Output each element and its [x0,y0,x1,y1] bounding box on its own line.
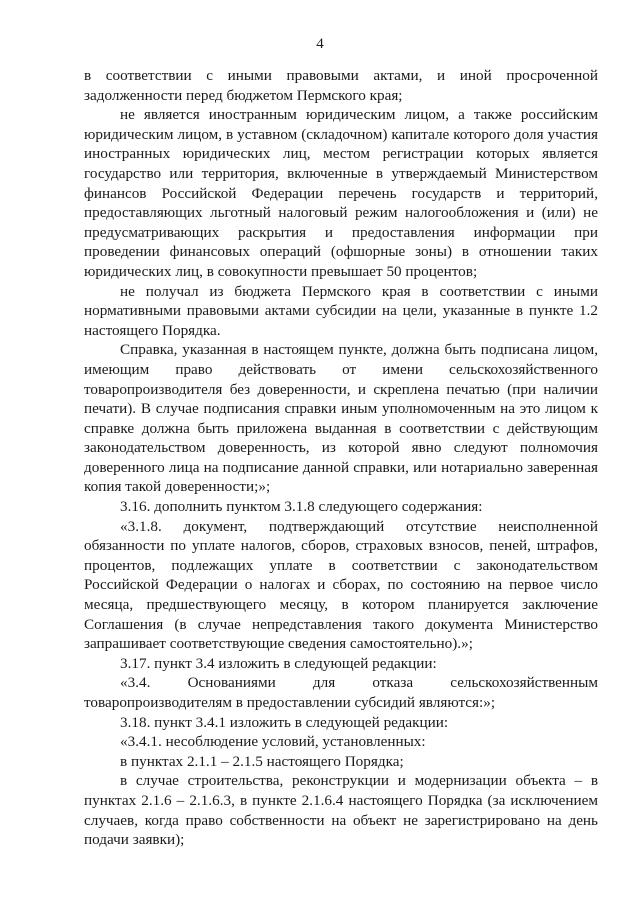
page-number: 4 [316,36,324,52]
paragraph-no-other-subsidy: не получал из бюджета Пермского края в соответствии с иными нормативными правовыми актами субсидии на цели, указанные в пункте 1.2 настоящего Порядка. [84,282,598,339]
paragraph-not-foreign-entity: не является иностранным юридическим лицом, а также российским юридическим лицом, в уставном (складочном) капитале которого доля участия иностранных юридических лиц, местом регистрации которых является государство или территория, включенные в утверждаемый Министерством финансов Российской Федерации перечень государств и территорий, предоставляющих льготный налоговый режим налогообложения и (или) не предусматривающих раскрытия и предоставления информации при проведении финансовых операций (офшорные зоны) в отношении таких юридических лиц, в совокупности превышает 50 процентов; [84,106,598,280]
paragraph-clauses-2-1-1: в пунктах 2.1.1 – 2.1.5 настоящего Порядка; [120,752,404,770]
paragraph-item-3-4-1: «3.4.1. несоблюдение условий, установленных: [120,733,426,751]
paragraph-item-3-4: «3.4. Основаниями для отказа сельскохозяйственным товаропроизводителям в предоставлении субсидий являются:»; [84,674,598,711]
paragraph-item-3-17: 3.17. пункт 3.4 изложить в следующей редакции: [120,654,437,672]
document-body [84,66,598,850]
paragraph-construction-case: в случае строительства, реконструкции и модернизации объекта – в пунктах 2.1.6 – 2.1.6.3, в пункте 2.1.6.4 настоящего Порядка (за исключением случаев, когда право собственности на объект не зарегистрировано на день подачи заявки); [84,772,598,849]
paragraph-item-3-16: 3.16. дополнить пунктом 3.1.8 следующего содержания: [120,498,483,516]
paragraph-certificate-signature: Справка, указанная в настоящем пункте, должна быть подписана лицом, имеющим право действовать от имени сельскохозяйственного товаропроизводителя без доверенности, и скреплена печатью (при наличии печати). В случае подписания справки иным уполномоченным на это лицом к справке должна быть приложена выданная в соответствии с действующим законодательством доверенность, из которой явно следуют полномочия доверенного лица на подписание данной справки, или нотариально заверенная копия такой доверенности;»; [84,341,598,496]
paragraph-debt-continuation: в соответствии с иными правовыми актами, и иной просроченной задолженности перед бюджетом Пермского края; [84,67,598,104]
paragraph-item-3-1-8: «3.1.8. документ, подтверждающий отсутствие неисполненной обязанности по уплате налогов, сборов, страховых взносов, пеней, штрафов, процентов, подлежащих уплате в соответствии с законодательством Российской Федерации о налогах и сборах, по состоянию на первое число месяца, предшествующего месяцу, в котором планируется заключение Соглашения (в случае непредставления такого документа Министерство запрашивает соответствующие сведения самостоятельно).»; [84,517,598,653]
paragraph-item-3-18: 3.18. пункт 3.4.1 изложить в следующей редакции: [120,713,449,731]
